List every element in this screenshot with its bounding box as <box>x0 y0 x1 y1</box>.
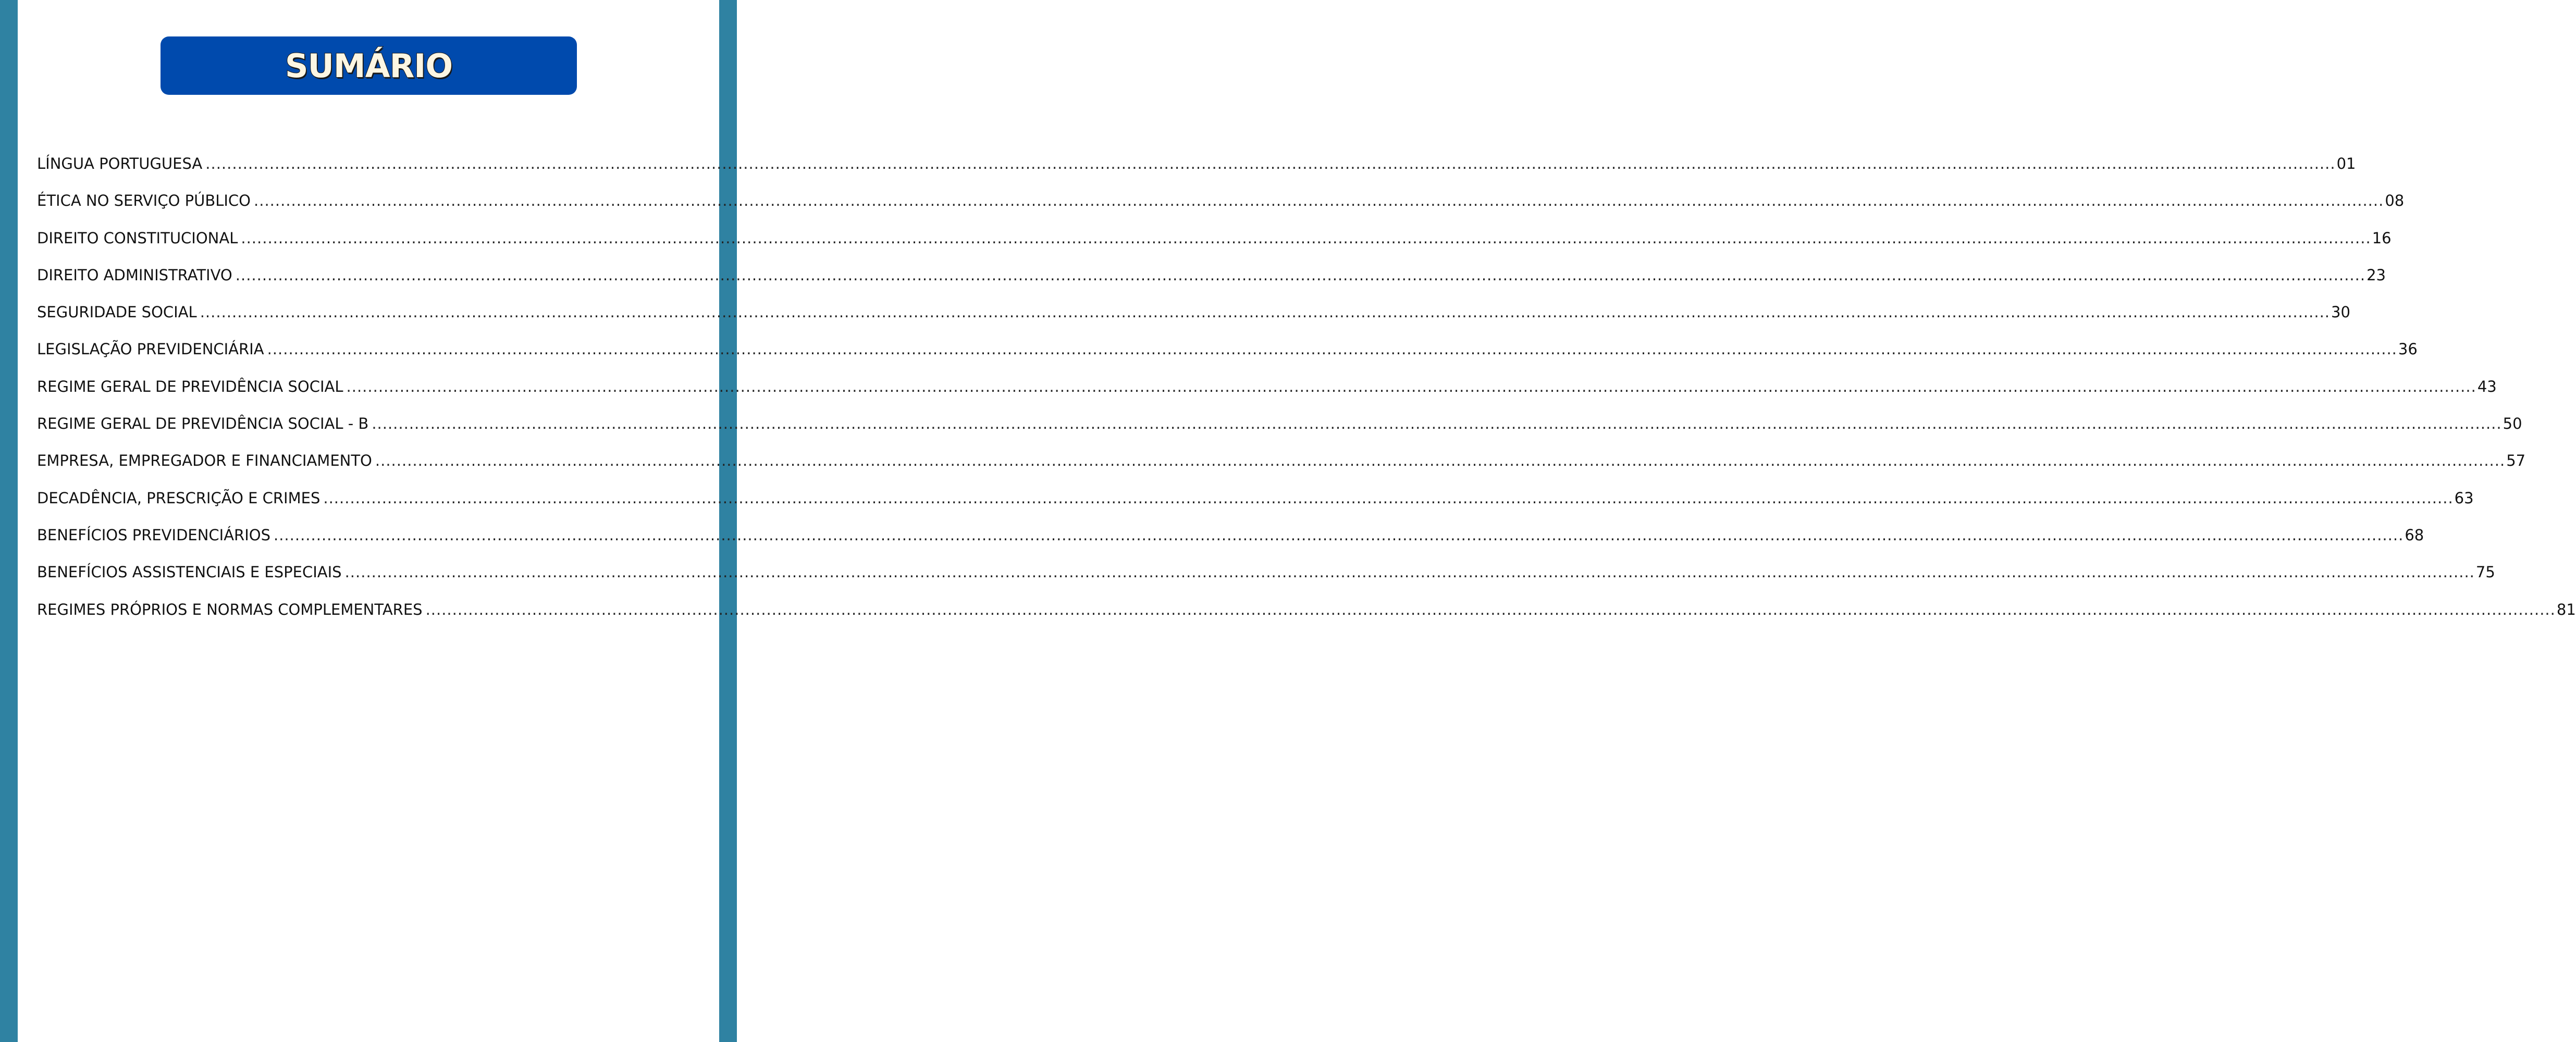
toc-entry-page-number: 63 <box>2454 489 2474 507</box>
toc-entry-page-number: 16 <box>2372 229 2392 247</box>
toc-entry-label: DIREITO ADMINISTRATIVO <box>37 266 232 284</box>
toc-entry-page-number: 68 <box>2405 526 2424 544</box>
toc-entry[interactable] <box>37 334 2418 371</box>
dot-leader: ................................................................................................................................................................................................................................................................................................................................................................................................................ <box>254 192 2384 210</box>
toc-entry-page-number: 30 <box>2331 303 2350 321</box>
toc-entry[interactable] <box>37 260 2386 297</box>
dot-leader: ................................................................................................................................................................................................................................................................................................................................................................................................................ <box>372 415 2502 433</box>
toc-entry-page-number: 08 <box>2385 192 2405 210</box>
toc-entry-page-number: 36 <box>2398 340 2418 358</box>
toc-entry-page-number: 50 <box>2503 415 2522 433</box>
dot-leader: ................................................................................................................................................................................................................................................................................................................................................................................................................ <box>241 229 2371 247</box>
dot-leader: ................................................................................................................................................................................................................................................................................................................................................................................................................ <box>425 600 2556 618</box>
toc-entry-label: LÍNGUA PORTUGUESA <box>37 155 203 172</box>
toc-entry-label: BENEFÍCIOS ASSISTENCIAIS E ESPECIAIS <box>37 563 342 581</box>
toc-entry-label: REGIME GERAL DE PREVIDÊNCIA SOCIAL - B <box>37 415 369 433</box>
dot-leader: ................................................................................................................................................................................................................................................................................................................................................................................................................ <box>200 303 2331 321</box>
toc-entry-label: REGIME GERAL DE PREVIDÊNCIA SOCIAL <box>37 377 343 395</box>
toc-entry-label: DECADÊNCIA, PRESCRIÇÃO E CRIMES <box>37 489 321 507</box>
toc-entry[interactable] <box>37 297 2350 334</box>
page-title: SUMÁRIO <box>285 46 453 85</box>
toc-entry-page-number: 57 <box>2506 452 2526 470</box>
toc-entry-label: BENEFÍCIOS PREVIDENCIÁRIOS <box>37 526 270 544</box>
toc-entry-page-number: 81 <box>2556 600 2576 618</box>
dot-leader: ................................................................................................................................................................................................................................................................................................................................................................................................................ <box>344 563 2475 581</box>
dot-leader: ................................................................................................................................................................................................................................................................................................................................................................................................................ <box>267 340 2397 358</box>
dot-leader: ................................................................................................................................................................................................................................................................................................................................................................................................................ <box>205 155 2336 172</box>
toc-entry-label: ÉTICA NO SERVIÇO PÚBLICO <box>37 192 251 210</box>
toc-entry[interactable] <box>37 594 2576 631</box>
title-banner <box>161 36 577 95</box>
toc-entry-page-number: 75 <box>2475 563 2495 581</box>
toc-entry-label: DIREITO CONSTITUCIONAL <box>37 229 238 247</box>
toc-entry-label: LEGISLAÇÃO PREVIDENCIÁRIA <box>37 340 264 358</box>
toc-entry[interactable] <box>37 371 2497 408</box>
left-side-bar <box>0 0 18 1042</box>
toc-entry[interactable] <box>37 223 2392 260</box>
toc-entry-page-number: 23 <box>2367 266 2386 284</box>
dot-leader: ................................................................................................................................................................................................................................................................................................................................................................................................................ <box>346 377 2476 395</box>
toc-entry[interactable] <box>37 483 2474 520</box>
toc-entry-page-number: 01 <box>2336 155 2356 172</box>
toc-entry-label: SEGURIDADE SOCIAL <box>37 303 197 321</box>
toc-entry[interactable] <box>37 408 2522 445</box>
toc-entry[interactable] <box>37 445 2526 482</box>
toc-entry[interactable] <box>37 557 2495 594</box>
dot-leader: ................................................................................................................................................................................................................................................................................................................................................................................................................ <box>235 266 2366 284</box>
toc-entry[interactable] <box>37 148 2356 185</box>
toc-entry[interactable] <box>37 185 2405 222</box>
dot-leader: ................................................................................................................................................................................................................................................................................................................................................................................................................ <box>375 452 2506 470</box>
table-of-contents <box>37 148 2576 631</box>
toc-entry-page-number: 43 <box>2477 377 2497 395</box>
toc-entry-label: EMPRESA, EMPREGADOR E FINANCIAMENTO <box>37 452 372 470</box>
dot-leader: ................................................................................................................................................................................................................................................................................................................................................................................................................ <box>323 489 2454 507</box>
toc-entry-label: REGIMES PRÓPRIOS E NORMAS COMPLEMENTARES <box>37 600 423 618</box>
toc-entry[interactable] <box>37 520 2424 557</box>
dot-leader: ................................................................................................................................................................................................................................................................................................................................................................................................................ <box>274 526 2404 544</box>
